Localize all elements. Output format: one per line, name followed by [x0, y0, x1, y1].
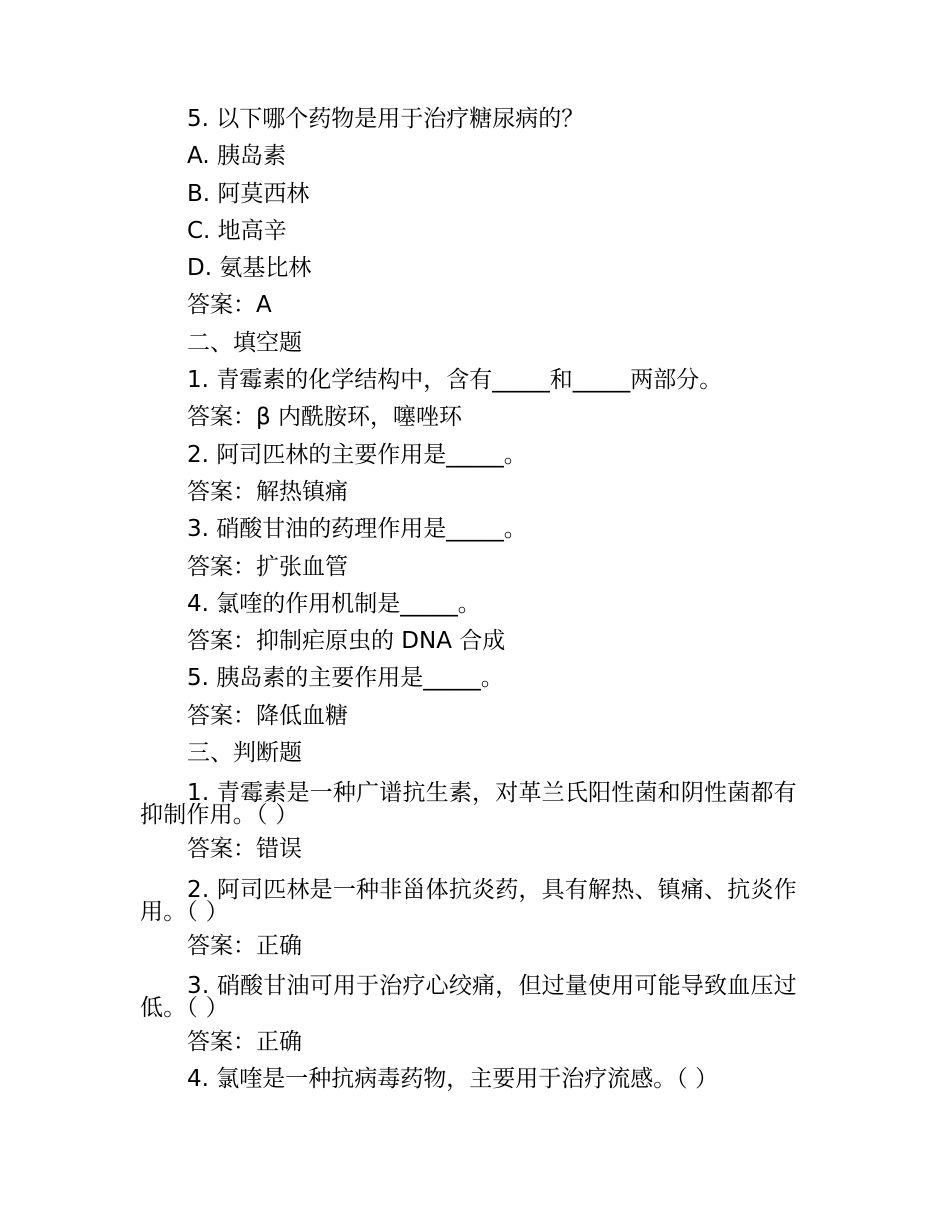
answer-line: 答案：正确 [187, 932, 302, 959]
section-heading-true-false: 三、判断题 [187, 740, 302, 767]
true-false-question-3: 3. 硝酸甘油可用于治疗心绞痛，但过量使用可能导致血压过低。（ ） [140, 972, 797, 1021]
option-a: A. 胰岛素 [187, 143, 286, 170]
true-false-question-1: 1. 青霉素是一种广谱抗生素，对革兰氏阳性菌和阴性菌都有抑制作用。（ ） [140, 780, 797, 829]
answer-line: 答案：解热镇痛 [187, 478, 348, 505]
answer-line: 答案：抑制疟原虫的 DNA 合成 [187, 628, 506, 655]
answer-line: 答案：β 内酰胺环，噻唑环 [187, 404, 462, 431]
document-content [140, 101, 820, 1099]
true-false-question-2: 2. 阿司匹林是一种非甾体抗炎药，具有解热、镇痛、抗炎作用。（ ） [140, 876, 797, 925]
fill-blank-question-4: 4. 氯喹的作用机制是_____。 [187, 590, 481, 617]
answer-line: 答案：正确 [187, 1028, 302, 1055]
fill-blank-question-2: 2. 阿司匹林的主要作用是_____。 [187, 441, 527, 468]
true-false-question-4: 4. 氯喹是一种抗病毒药物，主要用于治疗流感。（ ） [187, 1066, 719, 1093]
option-b: B. 阿莫西林 [187, 180, 310, 207]
fill-blank-question-3: 3. 硝酸甘油的药理作用是_____。 [187, 516, 527, 543]
answer-line: 答案：错误 [187, 836, 302, 863]
fill-blank-question-1: 1. 青霉素的化学结构中，含有_____和_____两部分。 [187, 367, 723, 394]
answer-line: 答案：A [187, 292, 272, 319]
answer-line: 答案：扩张血管 [187, 553, 348, 580]
answer-line: 答案：降低血糖 [187, 702, 348, 729]
question-5-text: 5. 以下哪个药物是用于治疗糖尿病的？ [187, 106, 585, 132]
option-d: D. 氨基比林 [187, 255, 312, 282]
fill-blank-question-5: 5. 胰岛素的主要作用是_____。 [187, 665, 504, 692]
option-c: C. 地高辛 [187, 217, 287, 244]
section-heading-fill-blank: 二、填空题 [187, 329, 302, 356]
